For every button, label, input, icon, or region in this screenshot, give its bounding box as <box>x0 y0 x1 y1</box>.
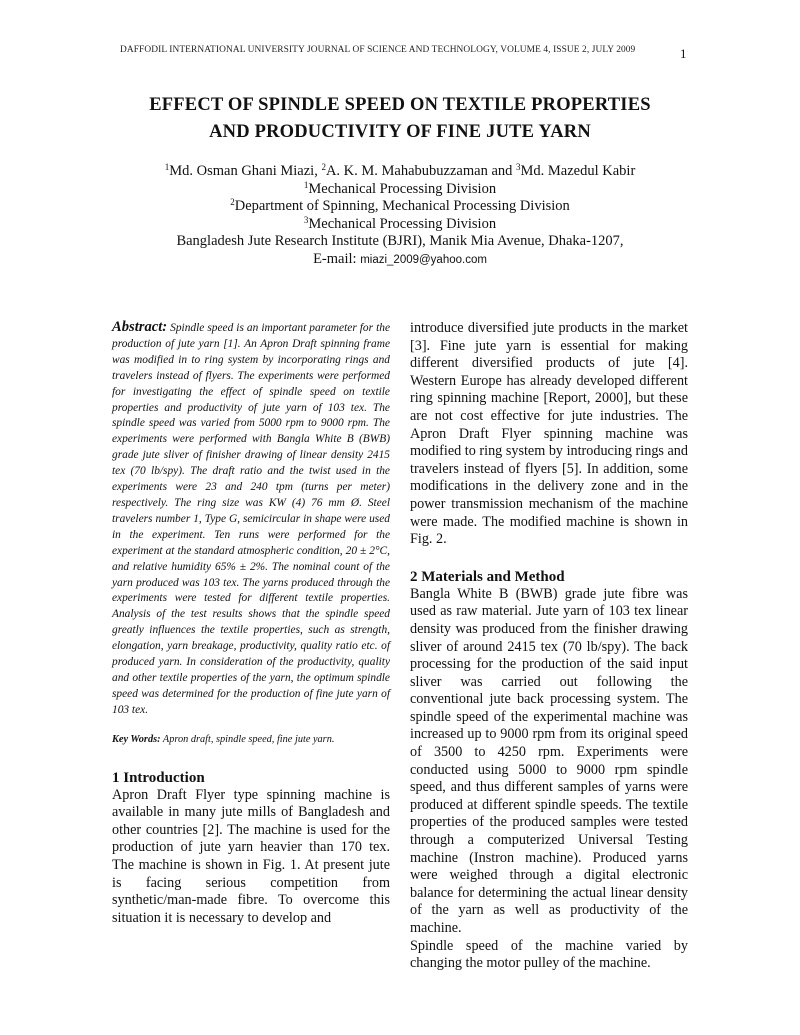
left-column <box>112 320 390 927</box>
affiliation-1-marker: 1 <box>303 179 309 190</box>
author-3-name: Md. Mazedul Kabir <box>520 163 636 179</box>
materials-heading: 2 Materials and Method <box>410 568 565 585</box>
affiliation-3-marker: 3 <box>303 214 309 225</box>
affiliation-1 <box>0 181 800 199</box>
title-line-1: EFFECT OF SPINDLE SPEED ON TEXTILE PROPERTIES <box>149 95 651 115</box>
author-names <box>0 163 800 181</box>
introduction-heading: 1 Introduction <box>112 769 205 786</box>
affiliation-2 <box>0 198 800 216</box>
abstract <box>112 320 390 719</box>
institute-address: Bangladesh Jute Research Institute (BJRI), Manik Mia Avenue, Dhaka-1207, <box>176 233 624 249</box>
keywords-text: Apron draft, spindle speed, fine jute yarn. <box>160 733 335 745</box>
journal-header: DAFFODIL INTERNATIONAL UNIVERSITY JOURNAL OF SCIENCE AND TECHNOLOGY, VOLUME 4, ISSUE 2, JULY 2009 <box>120 45 636 55</box>
title-line-2: AND PRODUCTIVITY OF FINE JUTE YARN <box>209 122 591 142</box>
keywords-label: Key Words: <box>112 733 161 745</box>
affiliation-2-marker: 2 <box>230 197 235 207</box>
author-1-name: Md. Osman Ghani Miazi, <box>169 163 322 179</box>
author-1-marker: 1 <box>164 162 170 172</box>
spindle-speed-paragraph: Spindle speed of the machine varied by changing the motor pulley of the machine. <box>410 937 688 972</box>
right-column <box>410 320 688 973</box>
author-2-marker: 2 <box>321 162 326 172</box>
affiliation-1-text: Mechanical Processing Division <box>308 180 497 197</box>
email-address: miazi_2009@yahoo.com <box>360 253 487 266</box>
email-label: E-mail: <box>313 250 361 267</box>
affiliation-3-text: Mechanical Processing Division <box>308 215 497 232</box>
introduction-paragraph-left: Apron Draft Flyer type spinning machine is available in many jute mills of Bangladesh and other countries [2]. The machine is used for the production of jute yarn heavier than 170 tex. The machine is shown in Fig. 1. At present jute is facing serious competition from synthetic/man-made fibre. To overcome this situation it is necessary to develop and <box>112 786 390 926</box>
paper-title <box>0 92 800 146</box>
abstract-label: Abstract: <box>112 319 168 335</box>
page-number: 1 <box>680 46 687 61</box>
introduction-paragraph-right: introduce diversified jute products in the market [3]. Fine jute yarn is essential for making different diversified products of jute [4]. Western Europe has already developed different ring spinning machine [Report, 2000], but these are not cost effective for jute industries. The Apron Draft Flyer spinning machine was modified to ring system by introducing rings and travelers instead of flyers [5]. In addition, some modifications in the delivery zone and in the power transmission mechanism of the machine were made. The modified machine is shown in Fig. 2. <box>410 320 688 548</box>
keywords <box>112 733 390 747</box>
email-line <box>0 251 800 270</box>
affiliation-2-text: Department of Spinning, Mechanical Processing Division <box>234 198 570 214</box>
affiliation-3 <box>0 216 800 234</box>
author-2-name: A. K. M. Mahabubuzzaman and <box>325 163 517 179</box>
author-block <box>0 163 800 269</box>
materials-paragraph: Bangla White B (BWB) grade jute fibre was used as raw material. Jute yarn of 103 tex linear density was produced from the finisher drawing sliver of around 2415 tex (70 lb/spy). The back processing for the production of the said input sliver was carried out following the conventional jute back processing system. The spindle speed of the experimental machine was increased up to 9000 rpm from its original speed of 3500 to 4250 rpm. Experiments were conducted using 5000 to 9000 rpm spindle speed, and thus different samples of yarns were produced at different spindle speeds. The textile properties of the produced samples were tested through a computerized Universal Testing machine (Instron machine). Produced yarns were weighed through a digital electronic balance for determining the actual linear density of the yarn as well as productivity of the machine. <box>410 585 688 936</box>
author-3-marker: 3 <box>516 162 521 172</box>
abstract-text: Spindle speed is an important parameter for the production of jute yarn [1]. An Apron Draft spinning frame was modified in to ring system by incorporating rings and travelers instead of flyers. The experiments were performed for investigating the effect of spindle speed on textile properties and productivity of jute yarn of 103 tex. The spindle speed was varied from 5000 rpm to 9000 rpm. The experiments were performed with Bangla White B (BWB) grade jute sliver of finisher drawing of linear density 2415 tex (70 lb/spy). The draft ratio and the twist used in the experiments were 23 and 240 tpm (turns per meter) respectively. The ring size was KW (4) 76 mm Ø. Steel travelers number 1, Type G, semicircular in shape were used in the experiment. Ten runs were performed for the experiment at the standard atmospheric condition, 20 ± 2°C, and relative humidity 65% ± 2%. The nominal count of the yarn produced was 103 tex. The yarns produced through the experiments were tested for different textile properties. Analysis of the test results shows that the spindle speed greatly influences the textile properties, such as strength, elongation, yarn breakage, productivity, quality ratio etc. of produced yarn. In consideration of the productivity, quality and other textile properties of the yarn, the optimum spindle speed was determined for the production of fine jute yarn of 103 tex. <box>112 322 390 716</box>
